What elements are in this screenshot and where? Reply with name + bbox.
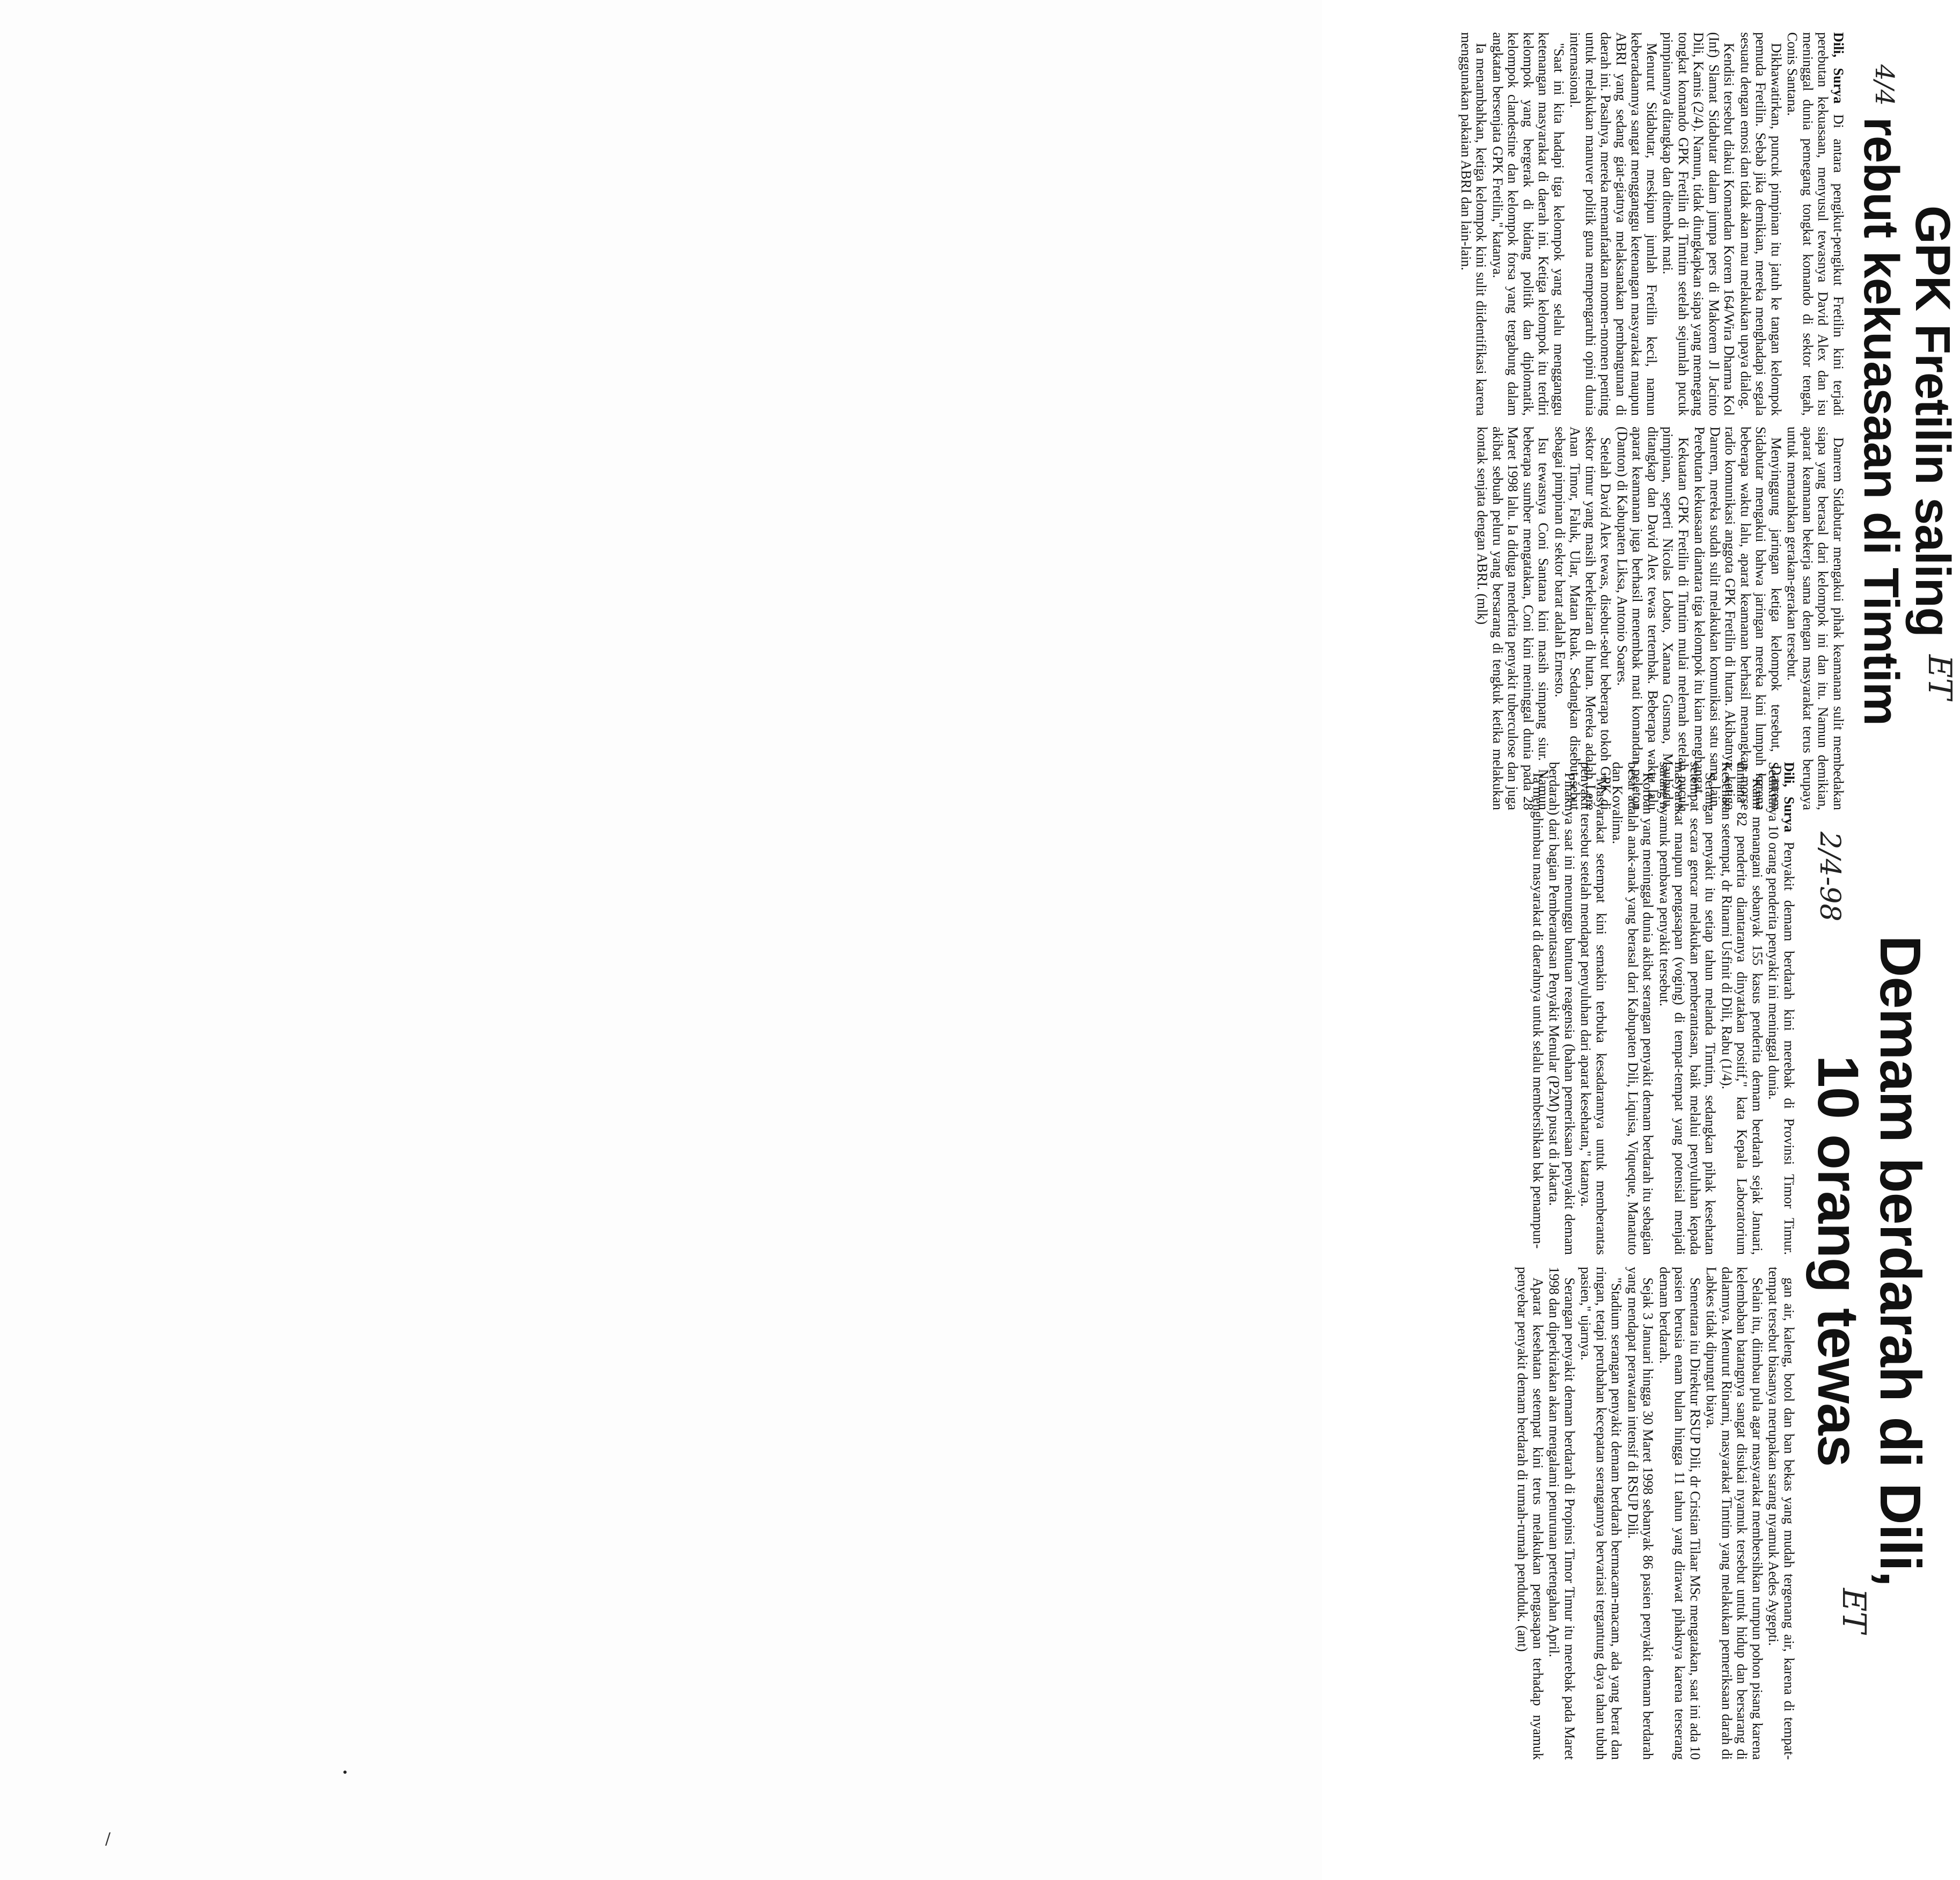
article-gpk-fretilin bbox=[993, 32, 1958, 810]
paragraph: Sejak 3 Januari hingga 30 Maret 1998 sebanyak 86 pasien penyakit demam berdarah yang mendapat perawatan intensif di RSUP Dili. bbox=[1625, 1267, 1656, 1760]
article2-column-2 bbox=[1514, 1267, 1796, 1760]
paragraph: Kendisi tersebut diakui Komandan Korem 164/Wira Dharma Kol (Inf) Slamat Sidabutar dalam jumpa pers di Makorem Jl Jacinto Dili, Kamis (2/4). Namun, tidak diungkapkan siapa yang memegang tongkat komando GPK Fretilin di Timtim setelah sejumlah pucuk pimpinannya ditangkap dan ditembak mati. bbox=[1660, 32, 1737, 416]
article-demam-berdarah bbox=[1046, 762, 1932, 1760]
paragraph: Setelah David Alex tewas, disebut-sebut beberapa tokoh GPK di sektor timur yang masih berkeliaran di hutan. Mereka adalah Lere Anan Timor, Faluk, Ular, Matan Ruak. Sedangkan disebut-sebut sebagai pimpinan di sektor barat adalah Ernesto. bbox=[1552, 427, 1614, 810]
article1-handwritten-date: 4/4 bbox=[1869, 64, 1899, 106]
article1-dateline: Dili, Surya bbox=[1831, 32, 1846, 104]
paragraph: Serangan penyakit itu setiap tahun melanda Timtim, sedangkan pihak kesehatan setempat secara gencar melakukan pemberantasan, baik melalui penyuluhan kepada masyarakat maupun pengasapan (voging) di tempat-tempat yang potensial menjadi sarang nyamuk pembawa penyakit tersebut. bbox=[1657, 762, 1719, 1255]
paragraph: Korban yang meninggal dunia akibat serangan penyakit demam berdarah itu sebagian besar adalah anak-anak yang berasal dari Kabupaten Dili, Liquisa, Viqueque, Manatuto dan Kovalima. bbox=[1610, 762, 1656, 1255]
paragraph: Sementara itu Direktur RSUP Dili, dr Cristian Tilaar MSc mengatakan, saat ini ada 10 pasien berusia enam bulan hingga 11 tahun yang dirawat pihaknya karena terserang demam berdarah. bbox=[1657, 1267, 1703, 1760]
scan-speck bbox=[343, 1771, 347, 1774]
article2-dateline: Dili, Surya bbox=[1781, 762, 1797, 833]
article2-handwritten-tag: ET bbox=[1835, 1588, 1873, 1633]
article2-handwritten-date: 2/4-98 bbox=[1814, 832, 1846, 922]
article1-column-2 bbox=[1457, 427, 1846, 810]
paragraph-text: Penyakit demam berdarah kini merebak di Provinsi Timor Timur. Sedikitnya 10 orang penderita penyakit ini meninggal dunia. bbox=[1766, 762, 1797, 1255]
paragraph: Selain itu, diimbau pula agar masyarakat membersihkan rumpun pohon pisang karena kelembaban batangnya sangat disukai nyamuk tersebut untuk hidup dan bersarang di dalamnya. Menurut Rinarni, masyarakat Timtim yang melakukan pemeriksaan darah di Labkes tidak dipungut biaya. bbox=[1704, 1267, 1765, 1760]
paragraph: Isu tewasnya Coni Santana kini masih simpang siur. Namun beberapa sumber mengatakan, Coni kini meninggal dunia pada 28 Maret 1998 lalu. Ia diduga menderita penyakit tuberculose dan juga akibat sebuah peluru yang bersarang di tengkuk ketika melakukan kontak senjata dengan ABRI. (mlk) bbox=[1474, 427, 1552, 810]
paragraph-text: Di antara pengikut-pengikut Fretilin kini terjadi perebutan kekuasaan, menyusul tewasnya David Alex dan isu meninggal dunia pemegang tongkat komando di sektor tengah, Conis Santana. bbox=[1785, 32, 1846, 416]
article2-body bbox=[1514, 762, 1796, 1760]
article1-column-1 bbox=[1457, 32, 1846, 416]
article2-headline-line2: 10 orang tewas bbox=[1806, 1055, 1871, 1467]
article2-column-1 bbox=[1514, 762, 1796, 1255]
article1-body bbox=[1457, 32, 1846, 810]
paragraph: Kekuatan GPK Fretilin di Timtim mulai melemah setelah pucuk pimpinan, seperti Nicolas Lobato, Xanana Gusmao, Mauhudu, ditangkap dan David Alex tewas tertembak. Beberapa waktu lalu aparat keamanan juga berhasil menembak mati komandan peleton (Danton) di Kabupaten Liksa, Antonio Soares. bbox=[1614, 427, 1691, 810]
paragraph: gan air, kaleng, botol dan ban bekas yang mudah tergenang air, karena di tempat-tempat tersebut biasanya merupakan sarang nyamuk Aedes Aygepti. bbox=[1766, 1267, 1797, 1760]
article1-headline-line2: rebut kekuasaan di Timtim bbox=[1854, 117, 1908, 725]
paragraph: Serangan penyakit demam berdarah di Propinsi Timor Timur itu merebak pada Maret 1998 dan diperkirakan akan mengalami penurunan pertengahan April. bbox=[1546, 1267, 1577, 1760]
paragraph: Danrem Sidabutar mengakui pihak keamanan sulit membedakan siapa yang berasal dari kelompok ini dan itu. Namun demikian, aparat keamanan bekerja sama dengan masyarakat terus berupaya untuk mematahkan gerakan-gerakan tersebut. bbox=[1785, 427, 1846, 810]
paragraph: "Kami menangani sebanyak 155 kasus penderita demam berdarah sejak Januari, dimana 82 penderita diantaranya dinyatakan positif," kata Kepala Laboratorium Kesehatan setempat, dr Rinarni Usfinit di Dili, Rabu (1/4). bbox=[1719, 762, 1765, 1255]
paragraph: Menyinggung jaringan ketiga kelompok tersebut, Danrem Sidabutar mengakui bahwa jaringan mereka kini lumpuh karena beberapa waktu lalu, aparat keamanan berhasil menangkap morse radio komunikasi anggota GPK Fretilin di hutan. Akibatnya, ketiga Danrem, mereka sudah sulit melakukan komunikasi satu sama lain. Perebutan kekuasaan diantara tiga kelompok itu kian menghangat. bbox=[1692, 427, 1784, 810]
margin-mark: / bbox=[105, 1830, 111, 1848]
paragraph: Dikhawatirkan, puncuk pimpinan itu jatuh ke tangan kelompok pemuda Fretilin. Sebab jika demikian, mereka menghadapi segala sesuatu dengan emosi dan tidak akan mau melakukan upaya dialog. bbox=[1738, 32, 1784, 416]
paragraph: Ia menghimbau masyarakat di daerahnya untuk selalu membersihkan bak penampun- bbox=[1530, 773, 1546, 1249]
article2-headline-line1: Demam berdarah di Dili, bbox=[1868, 935, 1933, 1587]
paragraph: Ia menambahkan, ketiga kelompok kini sulit diidentifikasi karena menggunakan pakaian ABRI dan lain-lain. bbox=[1458, 32, 1489, 416]
paragraph: "Masyarakat setempat kini semakin terbuka kesadarannya untuk memberantas penyakit tersebut setelah mendapat penyuluhan dari aparat kesehatan," katanya. bbox=[1578, 762, 1609, 1255]
paragraph: Aparat kesehatan setempat kini terus melakukan pengasapan terhadap nyamuk penyebar penyakit demam berdarah di rumah-rumah penduduk. (ant) bbox=[1515, 1267, 1546, 1760]
article1-headline-line1: GPK Fretilin saling bbox=[1905, 205, 1960, 637]
paragraph: "Stadium serangan penyakit demam berdarah bermacam-macam, ada yang berat dan ringan, tetapi perubahan kecepatan serangannya bervariasi tergantung daya tahan tubuh pasien," ujarnya. bbox=[1578, 1267, 1625, 1760]
paragraph: Pihaknya saat ini menunggu bantuan reagensia (bahan pemeriksaan penyakit demam berdarah) dari bagian Pemberantasan Penyakit Menular (P2M) pusat di Jakarta. bbox=[1546, 762, 1577, 1255]
article1-handwritten-tag: ET bbox=[1921, 655, 1958, 700]
paragraph: "Saat ini kita hadapi tiga kelompok yang selalu mengganggu ketenangan masyarakat di daerah ini. Ketiga kelompok itu terdiri kelompok yang bergerak di bidang politik dan diplomatik, kelompok clandestine dan kelompok forsa yang tergabung dalam angkatan bersenjata GPK Fretilin," katanya. bbox=[1490, 32, 1567, 416]
paragraph: Menurut Sidabutar, meskipun jumlah Fretilin kecil, namun keberadaannya sangat mengganggu ketenangan masyarakat maupun ABRI yang sedang giat-giatnya melaksanakan pembangunan di daerah ini. Pasalnya, mereka memanfaatkan momen-momen penting untuk melakukan manuver politik guna mempengaruhi opini dunia internasional. bbox=[1567, 32, 1660, 416]
